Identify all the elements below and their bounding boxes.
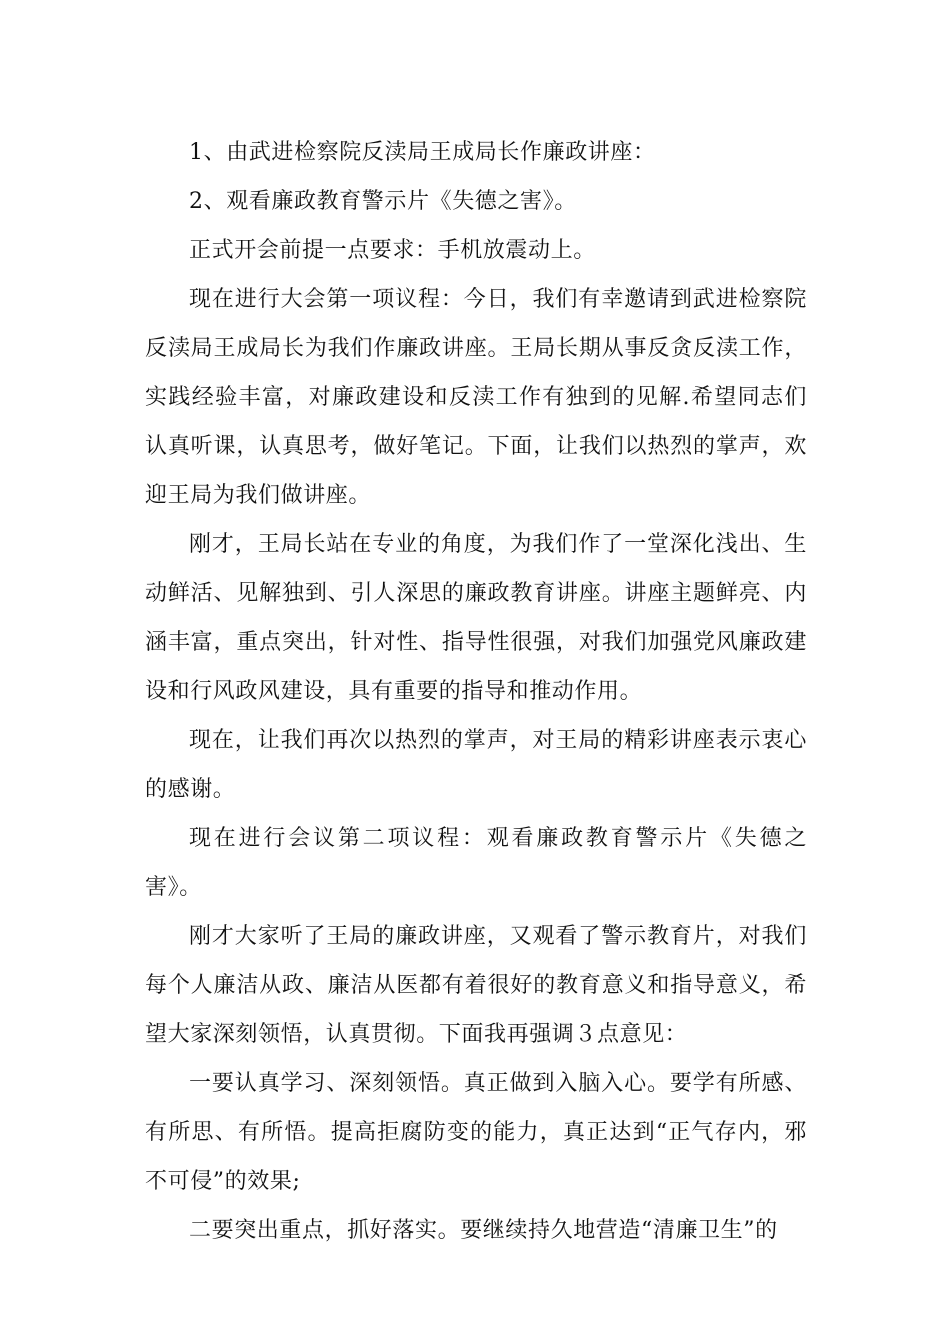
paragraph-thanks: 现在，让我们再次以热烈的掌声，对王局的精彩讲座表示衷心的感谢。	[145, 728, 807, 802]
paragraph-meeting-requirement: 正式开会前提一点要求：手机放震动上。	[189, 238, 596, 263]
paragraph-point-two: 二要突出重点，抓好落实。要继续持久地营造“清廉卫生”的	[189, 1218, 778, 1243]
paragraph-agenda-item-1: 1、由武进检察院反渎局王成局长作廉政讲座：	[189, 140, 656, 165]
paragraph-point-one: 一要认真学习、深刻领悟。真正做到入脑入心。要学有所感、有所思、有所悟。提高拒腐防变的能力，真正达到“正气存内，邪不可侵”的效果;	[145, 1071, 807, 1194]
paragraph-lecture-summary: 刚才，王局长站在专业的角度，为我们作了一堂深化浅出、生动鲜活、见解独到、引人深思的廉政教育讲座。讲座主题鲜亮、内涵丰富，重点突出，针对性、指导性很强，对我们加强党风廉政建设和行风政风建设，具有重要的指导和推动作用。	[145, 532, 807, 704]
paragraph-second-agenda: 现在进行会议第二项议程：观看廉政教育警示片《失德之害》。	[145, 826, 807, 900]
document-body	[145, 128, 807, 1255]
paragraph-first-agenda: 现在进行大会第一项议程：今日，我们有幸邀请到武进检察院反渎局王成局长为我们作廉政讲座。王局长期从事反贪反渎工作，实践经验丰富，对廉政建设和反渎工作有独到的见解.希望同志们认真听课，认真思考，做好笔记。下面，让我们以热烈的掌声，欢迎王局为我们做讲座。	[145, 287, 807, 508]
paragraph-agenda-item-2: 2、观看廉政教育警示片《失德之害》。	[189, 189, 577, 214]
paragraph-closing-remarks: 刚才大家听了王局的廉政讲座，又观看了警示教育片，对我们每个人廉洁从政、廉洁从医都有着很好的教育意义和指导意义，希望大家深刻领悟，认真贯彻。下面我再强调３点意见：	[145, 924, 807, 1047]
